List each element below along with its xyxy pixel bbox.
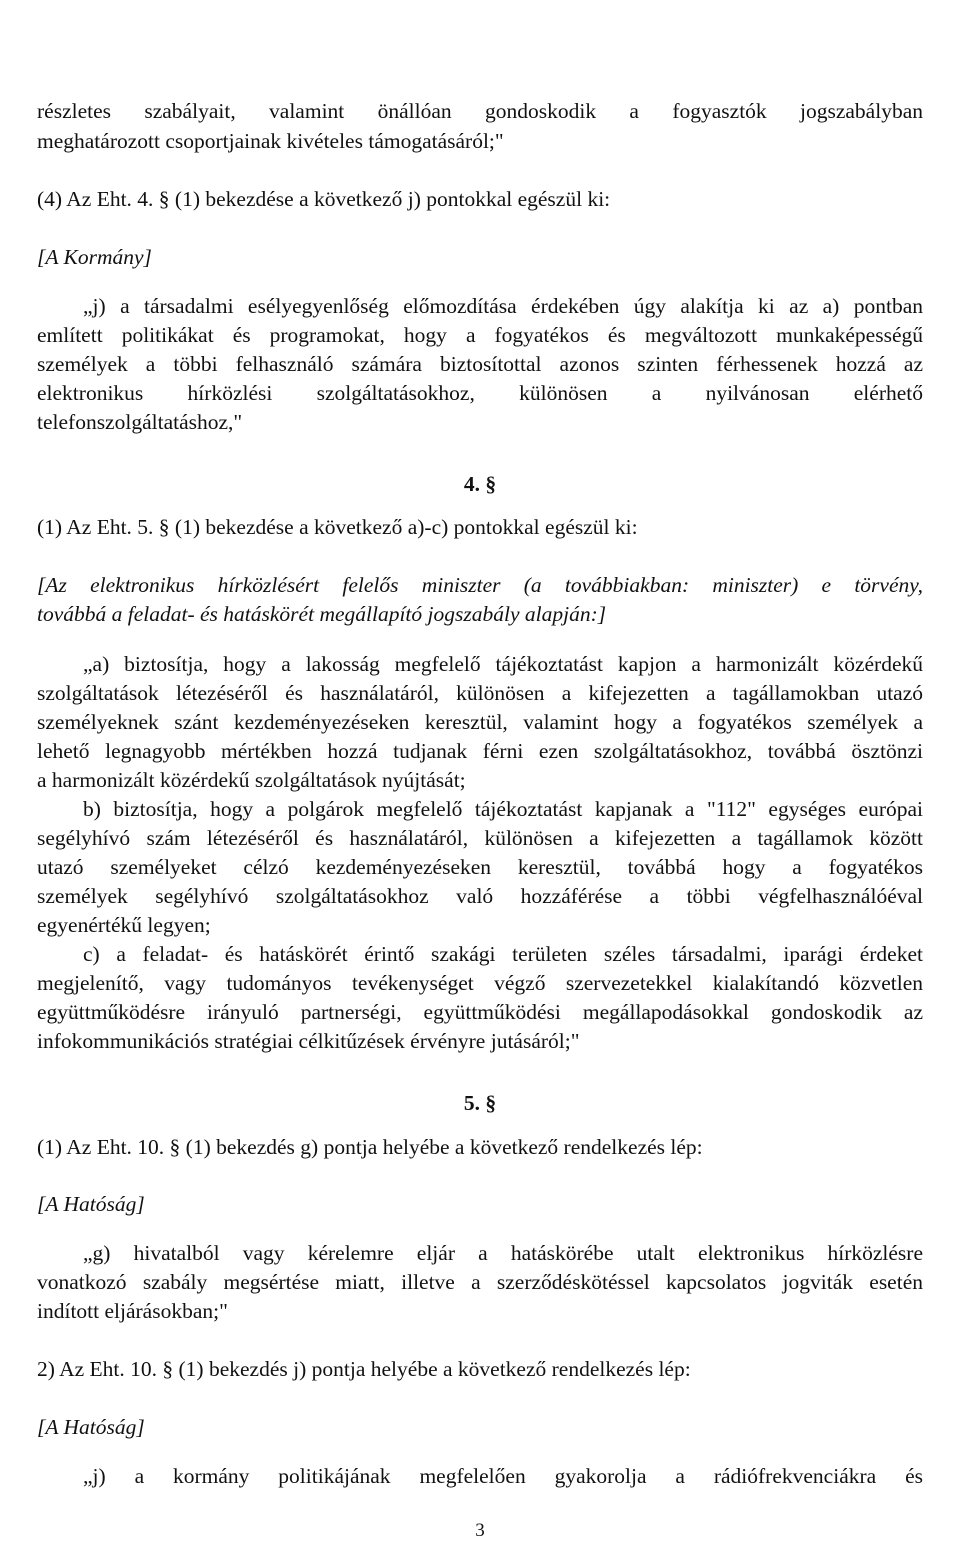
text-line: telefonszolgáltatáshoz," bbox=[37, 410, 243, 434]
text-line: „a) biztosítja, hogy a lakosság megfelelő tájékoztatást kapjon a harmonizált közérdekű bbox=[83, 652, 923, 676]
text-line: meghatározott csoportjainak kivételes támogatásáról;" bbox=[37, 129, 504, 153]
section-heading: 4. § bbox=[463, 472, 497, 496]
text-line: [A Hatóság] bbox=[37, 1415, 145, 1439]
text-line: c) a feladat- és hatáskörét érintő szakági területen széles társadalmi, iparági érdeket bbox=[83, 942, 923, 966]
text-line: infokommunikációs stratégiai célkitűzések érvényre jutásáról;" bbox=[37, 1029, 580, 1053]
text-line: egyenértékű legyen; bbox=[37, 913, 211, 937]
text-line: lehető legnagyobb mértékben hozzá tudjanak férni ezen szolgáltatásokhoz, továbbá ösztönzi bbox=[37, 739, 923, 763]
text-line: indított eljárásokban;" bbox=[37, 1299, 228, 1323]
text-line: szolgáltatások létezéséről és használatáról, különösen a kifejezetten a tagállamokban utazó bbox=[37, 681, 923, 705]
text-line: b) biztosítja, hogy a polgárok megfelelő tájékoztatást kapjanak a "112" egységes európai bbox=[83, 797, 923, 821]
text-line: vonatkozó szabály megsértése miatt, illetve a szerződéskötéssel kapcsolatos jogviták esetén bbox=[37, 1270, 923, 1294]
text-line: továbbá a feladat- és hatáskörét megállapító jogszabály alapján:] bbox=[37, 602, 607, 626]
text-line: személyek a többi felhasználó számára biztosítottal azonos szinten férhessenek hozzá az bbox=[37, 352, 923, 376]
text-line: a harmonizált közérdekű szolgáltatások nyújtását; bbox=[37, 768, 466, 792]
text-line: utazó személyeket célzó kezdeményezéseken keresztül, továbbá hogy a fogyatékos bbox=[37, 855, 923, 879]
text-line: elektronikus hírközlési szolgáltatásokhoz, különösen a nyilvánosan elérhető bbox=[37, 381, 923, 405]
text-line: segélyhívó szám létezéséről és használatáról, különösen a kifejezetten a tagállamok között bbox=[37, 826, 923, 850]
text-line: személyek segélyhívó szolgáltatásokhoz való hozzáférése a többi végfelhasználóéval bbox=[37, 884, 923, 908]
text-line: „j) a társadalmi esélyegyenlőség előmozdítása érdekében úgy alakítja ki az a) pontban bbox=[83, 294, 923, 318]
section-heading: 5. § bbox=[463, 1091, 497, 1115]
text-line: (4) Az Eht. 4. § (1) bekezdése a következő j) pontokkal egészül ki: bbox=[37, 187, 611, 211]
text-line: (1) Az Eht. 10. § (1) bekezdés g) pontja helyébe a következő rendelkezés lép: bbox=[37, 1135, 703, 1159]
text-line: megjelenítő, vagy tudományos tevékenységet végző szervezetekkel kialakítandó közvetlen bbox=[37, 971, 923, 995]
text-line: „g) hivatalból vagy kérelemre eljár a hatáskörébe utalt elektronikus hírközlésre bbox=[83, 1241, 923, 1265]
text-line: részletes szabályait, valamint önállóan gondoskodik a fogyasztók jogszabályban bbox=[37, 99, 923, 123]
text-line: [A Hatóság] bbox=[37, 1192, 145, 1216]
text-line: együttműködésre irányuló partnerségi, együttműködési megállapodásokkal gondoskodik az bbox=[37, 1000, 923, 1024]
text-line: említett politikákat és programokat, hogy a fogyatékos és megváltozott munkaképességű bbox=[37, 323, 923, 347]
text-line: „j) a kormány politikájának megfelelően gyakorolja a rádiófrekvenciákra és bbox=[83, 1464, 923, 1488]
text-line: 2) Az Eht. 10. § (1) bekezdés j) pontja helyébe a következő rendelkezés lép: bbox=[37, 1357, 691, 1381]
page-number: 3 bbox=[475, 1520, 485, 1541]
text-line: [Az elektronikus hírközlésért felelős miniszter (a továbbiakban: miniszter) e törvény, bbox=[37, 573, 923, 597]
text-line: [A Kormány] bbox=[37, 245, 152, 269]
text-line: személyeknek szánt kezdeményezéseken keresztül, valamint hogy a fogyatékos személyek a bbox=[37, 710, 923, 734]
text-line: (1) Az Eht. 5. § (1) bekezdése a következő a)-c) pontokkal egészül ki: bbox=[37, 515, 638, 539]
